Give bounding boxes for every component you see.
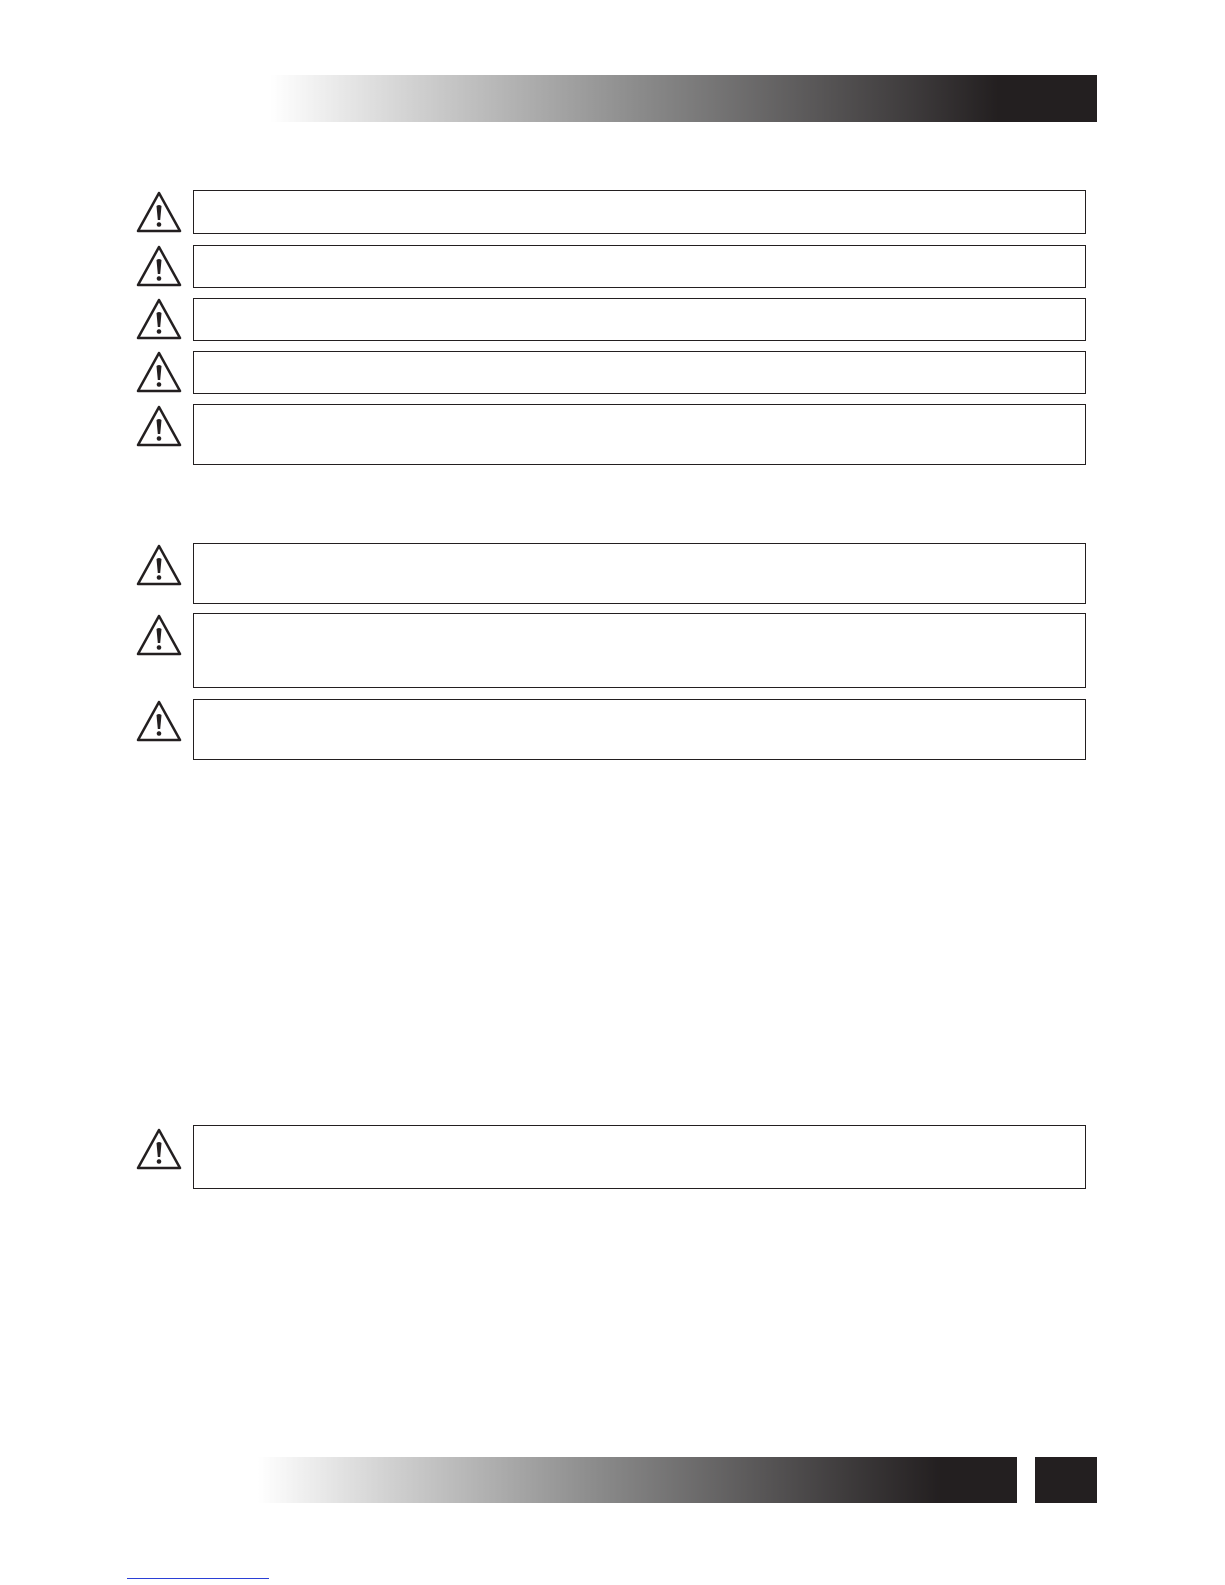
notice-box <box>193 245 1086 288</box>
warning-icon <box>135 297 183 341</box>
notice-box <box>193 298 1086 341</box>
warning-icon <box>135 190 183 234</box>
notice-box <box>193 190 1086 234</box>
warning-icon <box>135 613 183 657</box>
page-number <box>1035 1457 1097 1503</box>
notice-box <box>193 1125 1086 1189</box>
notice-box <box>193 543 1086 604</box>
warning-icon <box>135 1127 183 1171</box>
header-bar <box>270 75 1097 122</box>
footer-bar <box>258 1457 1017 1503</box>
warning-icon <box>135 244 183 288</box>
notice-box <box>193 404 1086 465</box>
notice-box <box>193 351 1086 394</box>
warning-icon <box>135 699 183 743</box>
notice-box <box>193 613 1086 688</box>
footer-link[interactable] <box>127 1566 269 1579</box>
warning-icon <box>135 543 183 587</box>
warning-icon <box>135 404 183 448</box>
notice-box <box>193 699 1086 760</box>
warning-icon <box>135 350 183 394</box>
